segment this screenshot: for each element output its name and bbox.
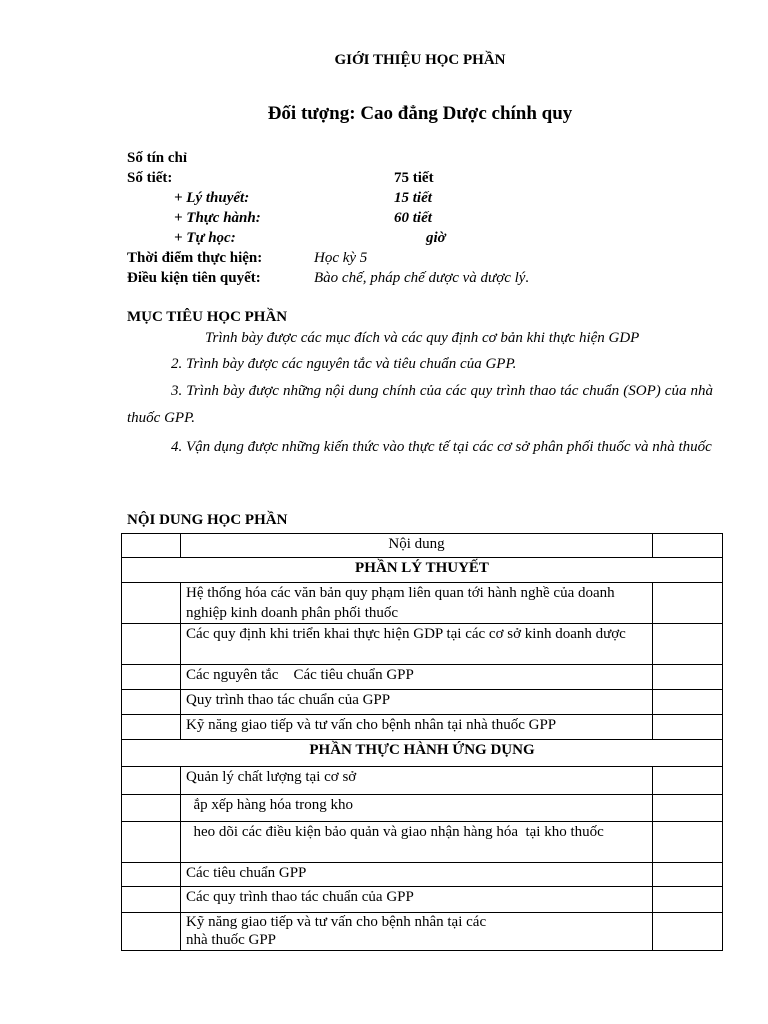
objective-item-1: Trình bày được các mục đích và các quy định cơ bản khi thực hiện GDP — [205, 330, 640, 346]
credits-label: Số tín chỉ — [127, 150, 188, 166]
table-cell: Kỹ năng giao tiếp và tư vấn cho bệnh nhân tại các nhà thuốc GPP — [181, 913, 653, 951]
content-table — [121, 533, 723, 951]
periods-label: Số tiết: — [127, 170, 173, 186]
objective-item-2: 2. Trình bày được các nguyên tắc và tiêu chuẩn của GPP. — [171, 356, 517, 372]
table-cell: ắp xếp hàng hóa trong kho — [181, 795, 653, 822]
table-row — [122, 715, 723, 740]
table-header-row — [122, 534, 723, 558]
section-theory-label: PHẦN LÝ THUYẾT — [122, 558, 723, 583]
table-row — [122, 822, 723, 863]
table-cell: Các quy trình thao tác chuẩn của GPP — [181, 887, 653, 913]
section-theory-row — [122, 558, 723, 583]
page-title: GIỚI THIỆU HỌC PHẦN — [334, 52, 506, 68]
table-row — [122, 583, 723, 624]
time-label: Thời điểm thực hiện: — [127, 250, 263, 266]
self-study-value: giờ — [426, 230, 446, 246]
table-cell: heo dõi các điều kiện bảo quản và giao nhận hàng hóa tại kho thuốc — [181, 822, 653, 863]
table-cell: Kỹ năng giao tiếp và tư vấn cho bệnh nhân tại nhà thuốc GPP — [181, 715, 653, 740]
table-row — [122, 887, 723, 913]
theory-label: + Lý thuyết: — [174, 190, 250, 206]
table-row — [122, 665, 723, 690]
table-row — [122, 690, 723, 715]
table-cell: Các quy định khi triển khai thực hiện GDP tại các cơ sở kinh doanh dược — [181, 624, 653, 665]
content-heading: NỘI DUNG HỌC PHẦN — [127, 512, 288, 528]
prereq-label: Điều kiện tiên quyết: — [127, 270, 261, 286]
self-study-label: + Tự học: — [174, 230, 236, 246]
table-row — [122, 795, 723, 822]
table-cell: Quản lý chất lượng tại cơ sở — [181, 767, 653, 795]
objective-item-3: 3. Trình bày được những nội dung chính của các quy trình thao tác chuẩn (SOP) của nhà thuốc GPP. — [127, 383, 713, 426]
objectives-heading: MỤC TIÊU HỌC PHẦN — [127, 309, 288, 325]
table-row — [122, 767, 723, 795]
periods-value: 75 tiết — [394, 170, 434, 186]
table-row — [122, 624, 723, 665]
table-row — [122, 863, 723, 887]
theory-value: 15 tiết — [394, 190, 432, 206]
section-practice-label: PHẦN THỰC HÀNH ỨNG DỤNG — [122, 740, 723, 767]
table-cell: Hệ thống hóa các văn bản quy phạm liên quan tới hành nghề của doanh nghiệp kinh doanh phân phối thuốc — [181, 583, 653, 624]
column-header-content: Nội dung — [181, 534, 653, 558]
table-row — [122, 913, 723, 951]
practice-value: 60 tiết — [394, 210, 432, 226]
page-subtitle: Đối tượng: Cao đẳng Dược chính quy — [267, 103, 573, 124]
table-cell: Các nguyên tắc Các tiêu chuẩn GPP — [181, 665, 653, 690]
prereq-value: Bào chế, pháp chế dược và dược lý. — [314, 270, 530, 286]
time-value: Học kỳ 5 — [314, 250, 368, 266]
table-cell: Quy trình thao tác chuẩn của GPP — [181, 690, 653, 715]
practice-label: + Thực hành: — [174, 210, 261, 226]
objective-item-4: 4. Vận dụng được những kiến thức vào thực tế tại các cơ sở phân phối thuốc và nhà thuốc — [171, 439, 712, 455]
table-cell: Các tiêu chuẩn GPP — [181, 863, 653, 887]
section-practice-row — [122, 740, 723, 767]
